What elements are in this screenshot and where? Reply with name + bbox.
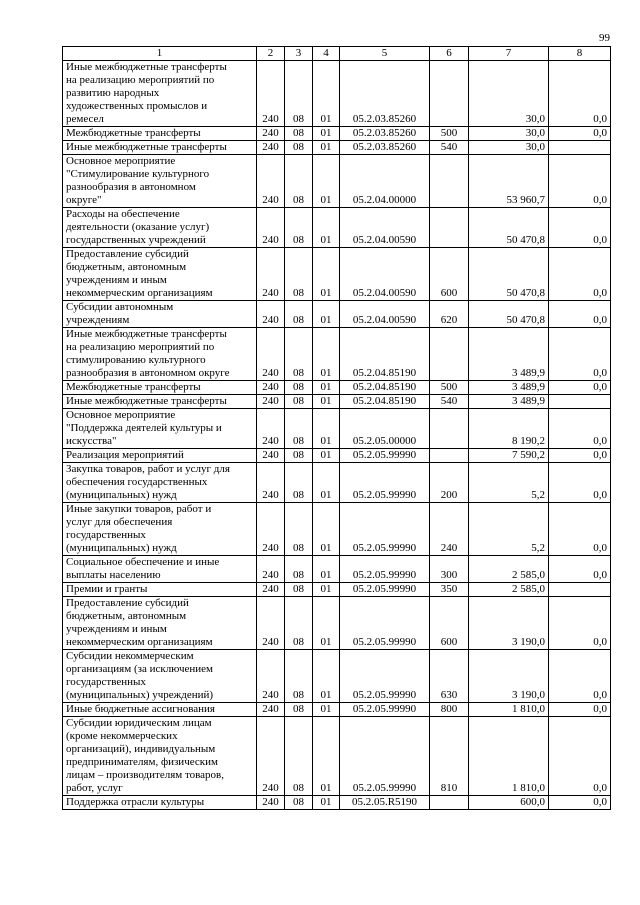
expense-type-cell [430, 796, 469, 810]
item-name-line: деятельности (оказание услуг) [66, 221, 210, 233]
item-name-line: выплаты населению [66, 569, 161, 581]
table-row [63, 583, 611, 597]
item-name-line: разнообразия в автономном округе [66, 367, 230, 379]
target-code-cell: 01 [313, 248, 340, 301]
item-name-line: художественных промыслов и [66, 100, 208, 112]
section-code-cell: 240 [257, 503, 285, 556]
header-row [63, 47, 611, 61]
table-row [63, 449, 611, 463]
expense-type-cell [430, 409, 469, 449]
table-row [63, 127, 611, 141]
budget-table [62, 46, 611, 810]
section-code-cell: 240 [257, 155, 285, 208]
expense-type-cell: 800 [430, 703, 469, 717]
subsection-code-cell: 08 [285, 61, 313, 127]
target-code-cell: 01 [313, 61, 340, 127]
item-name-line: "Поддержка деятелей культуры и [66, 422, 222, 434]
table-row [63, 703, 611, 717]
item-name-cell [63, 583, 257, 597]
program-code-cell: 05.2.03.85260 [340, 127, 430, 141]
item-name-line: Субсидии некоммерческим [66, 650, 194, 662]
target-code-cell: 01 [313, 395, 340, 409]
item-name-line: Реализация мероприятий [66, 449, 184, 461]
item-name-line: искусства" [66, 435, 117, 447]
program-code-cell: 05.2.03.85260 [340, 61, 430, 127]
item-name-cell [63, 328, 257, 381]
amount-cell: 30,0 [469, 141, 549, 155]
table-row [63, 556, 611, 583]
section-code-cell: 240 [257, 409, 285, 449]
table-row [63, 395, 611, 409]
item-name-cell [63, 463, 257, 503]
item-name-line: (муниципальных) учреждений) [66, 689, 214, 701]
item-name-cell [63, 717, 257, 796]
column-header-5: 5 [340, 47, 430, 61]
target-code-cell: 01 [313, 127, 340, 141]
section-code-cell: 240 [257, 796, 285, 810]
program-code-cell: 05.2.04.00590 [340, 208, 430, 248]
second-amount-cell: 0,0 [549, 717, 611, 796]
target-code-cell: 01 [313, 796, 340, 810]
table-row [63, 409, 611, 449]
amount-cell: 2 585,0 [469, 556, 549, 583]
table-row [63, 503, 611, 556]
second-amount-cell [549, 395, 611, 409]
amount-cell: 3 190,0 [469, 597, 549, 650]
item-name-line: Основное мероприятие [66, 409, 176, 421]
amount-cell: 5,2 [469, 503, 549, 556]
item-name-line: организаций), индивидуальным [66, 743, 216, 755]
expense-type-cell: 300 [430, 556, 469, 583]
second-amount-cell: 0,0 [549, 208, 611, 248]
subsection-code-cell: 08 [285, 556, 313, 583]
section-code-cell: 240 [257, 395, 285, 409]
second-amount-cell: 0,0 [549, 127, 611, 141]
amount-cell: 30,0 [469, 61, 549, 127]
item-name-line: учреждениям [66, 314, 130, 326]
second-amount-cell: 0,0 [549, 328, 611, 381]
amount-cell: 50 470,8 [469, 301, 549, 328]
section-code-cell: 240 [257, 717, 285, 796]
second-amount-cell: 0,0 [549, 155, 611, 208]
item-name-cell [63, 208, 257, 248]
item-name-cell [63, 395, 257, 409]
item-name-cell [63, 796, 257, 810]
item-name-line: Межбюджетные трансферты [66, 381, 201, 393]
column-header-6: 6 [430, 47, 469, 61]
second-amount-cell: 0,0 [549, 381, 611, 395]
item-name-line: учреждениям и иным [66, 623, 167, 635]
expense-type-cell: 810 [430, 717, 469, 796]
table-row [63, 597, 611, 650]
expense-type-cell: 500 [430, 381, 469, 395]
subsection-code-cell: 08 [285, 503, 313, 556]
column-header-7: 7 [469, 47, 549, 61]
target-code-cell: 01 [313, 328, 340, 381]
item-name-line: Иные бюджетные ассигнования [66, 703, 215, 715]
subsection-code-cell: 08 [285, 328, 313, 381]
table-row [63, 248, 611, 301]
program-code-cell: 05.2.05.99990 [340, 463, 430, 503]
item-name-line: Предоставление субсидий [66, 597, 189, 609]
expense-type-cell: 540 [430, 395, 469, 409]
expense-type-cell: 600 [430, 248, 469, 301]
item-name-line: "Стимулирование культурного [66, 168, 210, 180]
expense-type-cell [430, 208, 469, 248]
item-name-line: Расходы на обеспечение [66, 208, 180, 220]
section-code-cell: 240 [257, 556, 285, 583]
program-code-cell: 05.2.03.85260 [340, 141, 430, 155]
column-header-3: 3 [285, 47, 313, 61]
item-name-cell [63, 503, 257, 556]
expense-type-cell: 540 [430, 141, 469, 155]
subsection-code-cell: 08 [285, 583, 313, 597]
item-name-line: Поддержка отрасли культуры [66, 796, 205, 808]
expense-type-cell: 240 [430, 503, 469, 556]
program-code-cell: 05.2.05.99990 [340, 650, 430, 703]
section-code-cell: 240 [257, 463, 285, 503]
item-name-line: бюджетным, автономным [66, 610, 187, 622]
section-code-cell: 240 [257, 248, 285, 301]
second-amount-cell: 0,0 [549, 650, 611, 703]
expense-type-cell [430, 328, 469, 381]
item-name-line: округе" [66, 194, 102, 206]
column-header-1: 1 [63, 47, 257, 61]
table-row [63, 650, 611, 703]
subsection-code-cell: 08 [285, 127, 313, 141]
target-code-cell: 01 [313, 141, 340, 155]
item-name-cell [63, 301, 257, 328]
table-row [63, 301, 611, 328]
expense-type-cell: 630 [430, 650, 469, 703]
section-code-cell: 240 [257, 583, 285, 597]
item-name-line: обеспечения государственных [66, 476, 208, 488]
item-name-cell [63, 556, 257, 583]
item-name-line: Премии и гранты [66, 583, 148, 595]
item-name-cell [63, 703, 257, 717]
amount-cell: 30,0 [469, 127, 549, 141]
program-code-cell: 05.2.04.85190 [340, 328, 430, 381]
target-code-cell: 01 [313, 650, 340, 703]
item-name-cell [63, 409, 257, 449]
subsection-code-cell: 08 [285, 597, 313, 650]
expense-type-cell [430, 155, 469, 208]
subsection-code-cell: 08 [285, 381, 313, 395]
column-header-8: 8 [549, 47, 611, 61]
item-name-line: разнообразия в автономном [66, 181, 196, 193]
item-name-line: государственных учреждений [66, 234, 206, 246]
second-amount-cell: 0,0 [549, 301, 611, 328]
program-code-cell: 05.2.05.99990 [340, 703, 430, 717]
second-amount-cell: 0,0 [549, 597, 611, 650]
item-name-line: Межбюджетные трансферты [66, 127, 201, 139]
item-name-cell [63, 61, 257, 127]
section-code-cell: 240 [257, 381, 285, 395]
second-amount-cell: 0,0 [549, 248, 611, 301]
item-name-line: развитию народных [66, 87, 160, 99]
item-name-line: (муниципальных) нужд [66, 489, 177, 501]
section-code-cell: 240 [257, 328, 285, 381]
expense-type-cell: 350 [430, 583, 469, 597]
section-code-cell: 240 [257, 208, 285, 248]
item-name-line: государственных [66, 676, 146, 688]
item-name-line: услуг для обеспечения [66, 516, 173, 528]
amount-cell: 2 585,0 [469, 583, 549, 597]
subsection-code-cell: 08 [285, 155, 313, 208]
target-code-cell: 01 [313, 409, 340, 449]
target-code-cell: 01 [313, 503, 340, 556]
item-name-line: Иные межбюджетные трансферты [66, 395, 227, 407]
item-name-line: (муниципальных) нужд [66, 542, 177, 554]
second-amount-cell: 0,0 [549, 61, 611, 127]
program-code-cell: 05.2.04.85190 [340, 395, 430, 409]
item-name-line: Социальное обеспечение и иные [66, 556, 220, 568]
program-code-cell: 05.2.05.00000 [340, 409, 430, 449]
item-name-cell [63, 155, 257, 208]
table-row [63, 381, 611, 395]
expense-type-cell [430, 449, 469, 463]
item-name-line: Субсидии юридическим лицам [66, 717, 212, 729]
item-name-line: некоммерческим организациям [66, 636, 213, 648]
item-name-line: организациям (за исключением [66, 663, 214, 675]
expense-type-cell: 620 [430, 301, 469, 328]
subsection-code-cell: 08 [285, 141, 313, 155]
item-name-line: учреждениям и иным [66, 274, 167, 286]
amount-cell: 3 489,9 [469, 395, 549, 409]
program-code-cell: 05.2.04.00000 [340, 155, 430, 208]
table-row [63, 796, 611, 810]
table-row [63, 141, 611, 155]
amount-cell: 1 810,0 [469, 717, 549, 796]
section-code-cell: 240 [257, 703, 285, 717]
item-name-cell [63, 650, 257, 703]
target-code-cell: 01 [313, 301, 340, 328]
table-row [63, 155, 611, 208]
table-row [63, 717, 611, 796]
item-name-line: некоммерческим организациям [66, 287, 213, 299]
column-header-4: 4 [313, 47, 340, 61]
target-code-cell: 01 [313, 703, 340, 717]
second-amount-cell: 0,0 [549, 449, 611, 463]
subsection-code-cell: 08 [285, 301, 313, 328]
program-code-cell: 05.2.04.00590 [340, 248, 430, 301]
program-code-cell: 05.2.04.85190 [340, 381, 430, 395]
subsection-code-cell: 08 [285, 650, 313, 703]
program-code-cell: 05.2.05.R5190 [340, 796, 430, 810]
section-code-cell: 240 [257, 650, 285, 703]
expense-type-cell: 500 [430, 127, 469, 141]
item-name-line: Иные межбюджетные трансферты [66, 61, 227, 73]
subsection-code-cell: 08 [285, 409, 313, 449]
second-amount-cell: 0,0 [549, 409, 611, 449]
amount-cell: 8 190,2 [469, 409, 549, 449]
second-amount-cell: 0,0 [549, 556, 611, 583]
table-body [63, 61, 611, 810]
item-name-line: работ, услуг [66, 782, 123, 794]
subsection-code-cell: 08 [285, 248, 313, 301]
target-code-cell: 01 [313, 717, 340, 796]
target-code-cell: 01 [313, 208, 340, 248]
second-amount-cell: 0,0 [549, 463, 611, 503]
section-code-cell: 240 [257, 301, 285, 328]
second-amount-cell: 0,0 [549, 796, 611, 810]
expense-type-cell: 200 [430, 463, 469, 503]
amount-cell: 5,2 [469, 463, 549, 503]
target-code-cell: 01 [313, 155, 340, 208]
item-name-cell [63, 248, 257, 301]
item-name-line: Иные межбюджетные трансферты [66, 141, 227, 153]
item-name-line: на реализацию мероприятий по [66, 74, 215, 86]
target-code-cell: 01 [313, 597, 340, 650]
item-name-line: Закупка товаров, работ и услуг для [66, 463, 230, 475]
item-name-line: Иные межбюджетные трансферты [66, 328, 227, 340]
program-code-cell: 05.2.05.99990 [340, 503, 430, 556]
item-name-line: (кроме некоммерческих [66, 730, 178, 742]
program-code-cell: 05.2.05.99990 [340, 717, 430, 796]
item-name-cell [63, 449, 257, 463]
program-code-cell: 05.2.05.99990 [340, 597, 430, 650]
target-code-cell: 01 [313, 381, 340, 395]
target-code-cell: 01 [313, 556, 340, 583]
table-row [63, 463, 611, 503]
item-name-line: лицам – производителям товаров, [66, 769, 224, 781]
item-name-line: Основное мероприятие [66, 155, 176, 167]
subsection-code-cell: 08 [285, 703, 313, 717]
item-name-cell [63, 141, 257, 155]
item-name-cell [63, 597, 257, 650]
target-code-cell: 01 [313, 463, 340, 503]
program-code-cell: 05.2.05.99990 [340, 556, 430, 583]
table-row [63, 208, 611, 248]
column-header-2: 2 [257, 47, 285, 61]
expense-type-cell: 600 [430, 597, 469, 650]
second-amount-cell: 0,0 [549, 703, 611, 717]
amount-cell: 50 470,8 [469, 208, 549, 248]
section-code-cell: 240 [257, 61, 285, 127]
item-name-line: стимулированию культурного [66, 354, 206, 366]
subsection-code-cell: 08 [285, 208, 313, 248]
item-name-line: на реализацию мероприятий по [66, 341, 215, 353]
subsection-code-cell: 08 [285, 796, 313, 810]
amount-cell: 3 489,9 [469, 381, 549, 395]
amount-cell: 3 190,0 [469, 650, 549, 703]
second-amount-cell [549, 141, 611, 155]
table-row [63, 328, 611, 381]
second-amount-cell: 0,0 [549, 503, 611, 556]
item-name-cell [63, 381, 257, 395]
section-code-cell: 240 [257, 141, 285, 155]
program-code-cell: 05.2.05.99990 [340, 449, 430, 463]
section-code-cell: 240 [257, 127, 285, 141]
amount-cell: 600,0 [469, 796, 549, 810]
subsection-code-cell: 08 [285, 463, 313, 503]
subsection-code-cell: 08 [285, 449, 313, 463]
target-code-cell: 01 [313, 449, 340, 463]
second-amount-cell [549, 583, 611, 597]
program-code-cell: 05.2.04.00590 [340, 301, 430, 328]
item-name-line: предпринимателям, физическим [66, 756, 218, 768]
item-name-line: государственных [66, 529, 146, 541]
item-name-line: Иные закупки товаров, работ и [66, 503, 212, 515]
target-code-cell: 01 [313, 583, 340, 597]
item-name-line: бюджетным, автономным [66, 261, 187, 273]
program-code-cell: 05.2.05.99990 [340, 583, 430, 597]
item-name-cell [63, 127, 257, 141]
item-name-line: Предоставление субсидий [66, 248, 189, 260]
table-row [63, 61, 611, 127]
item-name-line: ремесел [66, 113, 104, 125]
amount-cell: 3 489,9 [469, 328, 549, 381]
item-name-line: Субсидии автономным [66, 301, 174, 313]
subsection-code-cell: 08 [285, 717, 313, 796]
subsection-code-cell: 08 [285, 395, 313, 409]
amount-cell: 7 590,2 [469, 449, 549, 463]
amount-cell: 53 960,7 [469, 155, 549, 208]
section-code-cell: 240 [257, 597, 285, 650]
amount-cell: 50 470,8 [469, 248, 549, 301]
section-code-cell: 240 [257, 449, 285, 463]
page-number: 99 [599, 32, 610, 44]
expense-type-cell [430, 61, 469, 127]
amount-cell: 1 810,0 [469, 703, 549, 717]
